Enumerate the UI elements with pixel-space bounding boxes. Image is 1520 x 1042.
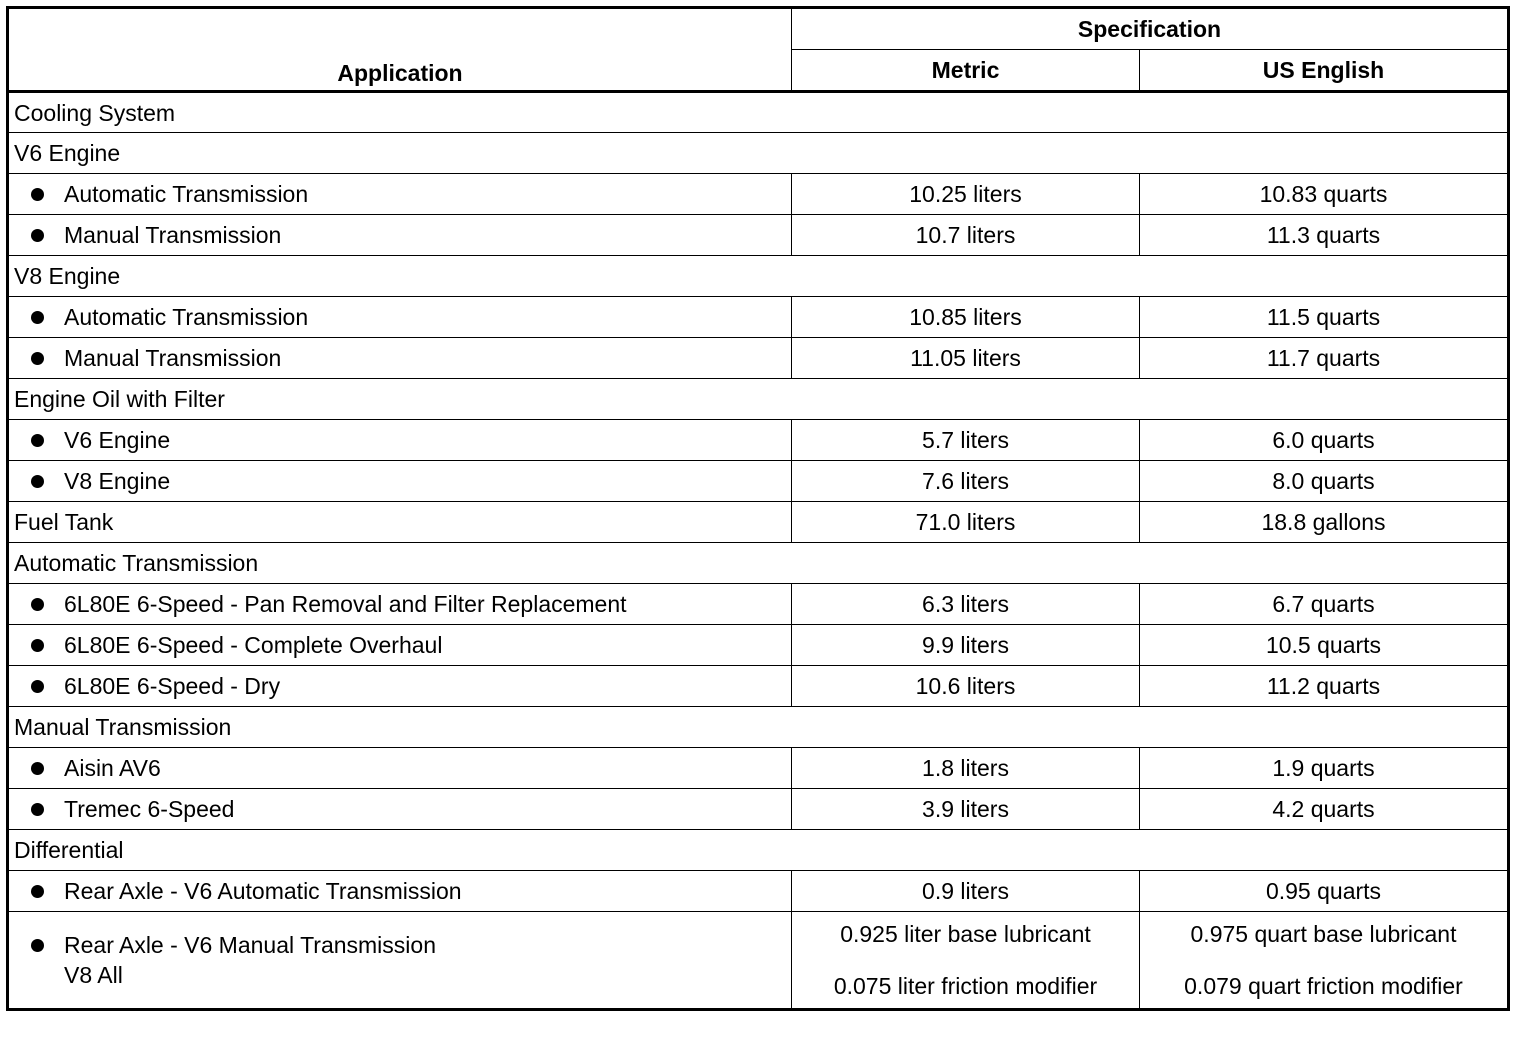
table-row-item bbox=[8, 338, 1509, 379]
bullet-icon bbox=[31, 188, 44, 201]
bullet-icon bbox=[31, 885, 44, 898]
application-label: 6L80E 6-Speed - Complete Overhaul bbox=[64, 632, 443, 658]
us-english-value: 18.8 gallons bbox=[1140, 502, 1509, 543]
table-row-group bbox=[8, 133, 1509, 174]
metric-value: 7.6 liters bbox=[792, 461, 1140, 502]
us-english-value: 11.2 quarts bbox=[1140, 666, 1509, 707]
fluid-capacities-table bbox=[6, 6, 1510, 1011]
metric-value: 10.6 liters bbox=[792, 666, 1140, 707]
us-english-value: 8.0 quarts bbox=[1140, 461, 1509, 502]
application-cell bbox=[8, 215, 792, 256]
metric-value: 0.9 liters bbox=[792, 871, 1140, 912]
application-cell bbox=[8, 871, 792, 912]
metric-value: 10.7 liters bbox=[792, 215, 1140, 256]
metric-header: Metric bbox=[792, 50, 1140, 92]
table-row-item bbox=[8, 297, 1509, 338]
application-cell bbox=[8, 502, 792, 543]
us-english-value: 6.7 quarts bbox=[1140, 584, 1509, 625]
metric-value: 5.7 liters bbox=[792, 420, 1140, 461]
table-row-group bbox=[8, 92, 1509, 133]
us-cell bbox=[1140, 912, 1509, 1010]
application-label: Aisin AV6 bbox=[64, 755, 161, 781]
table-row-item bbox=[8, 584, 1509, 625]
metric-value: 3.9 liters bbox=[792, 789, 1140, 830]
application-label: 6L80E 6-Speed - Pan Removal and Filter Replacement bbox=[64, 591, 627, 617]
table-row-item bbox=[8, 420, 1509, 461]
metric-value: 10.25 liters bbox=[792, 174, 1140, 215]
group-label: Cooling System bbox=[8, 92, 1509, 133]
application-label: V6 Engine bbox=[64, 427, 171, 453]
bullet-icon bbox=[31, 680, 44, 693]
application-label: Rear Axle - V6 Automatic Transmission bbox=[64, 878, 462, 904]
table-row-item bbox=[8, 461, 1509, 502]
metric-value-line2: 0.075 liter friction modifier bbox=[833, 973, 1098, 999]
application-cell bbox=[8, 789, 792, 830]
application-label: V8 Engine bbox=[64, 468, 171, 494]
table-row-item bbox=[8, 666, 1509, 707]
table-row-group bbox=[8, 256, 1509, 297]
table-row-group bbox=[8, 379, 1509, 420]
group-label: Automatic Transmission bbox=[8, 543, 1509, 584]
metric-value: 9.9 liters bbox=[792, 625, 1140, 666]
group-label: V8 Engine bbox=[8, 256, 1509, 297]
table-row-group bbox=[8, 707, 1509, 748]
table-row-item bbox=[8, 748, 1509, 789]
table-row-item bbox=[8, 871, 1509, 912]
application-label: Fuel Tank bbox=[14, 509, 114, 535]
metric-value: 10.85 liters bbox=[792, 297, 1140, 338]
application-cell bbox=[8, 174, 792, 215]
application-cell bbox=[8, 461, 792, 502]
group-label: Manual Transmission bbox=[8, 707, 1509, 748]
table-row-group bbox=[8, 502, 1509, 543]
application-label: Automatic Transmission bbox=[64, 304, 309, 330]
table-row-group bbox=[8, 830, 1509, 871]
specification-header: Specification bbox=[792, 8, 1509, 50]
application-cell bbox=[8, 584, 792, 625]
us-value-line1: 0.975 quart base lubricant bbox=[1190, 921, 1457, 947]
application-label: 6L80E 6-Speed - Dry bbox=[64, 673, 281, 699]
table-row-item bbox=[8, 174, 1509, 215]
bullet-icon bbox=[31, 762, 44, 775]
us-english-value: 0.95 quarts bbox=[1140, 871, 1509, 912]
application-cell bbox=[8, 625, 792, 666]
group-label: Engine Oil with Filter bbox=[8, 379, 1509, 420]
metric-value: 11.05 liters bbox=[792, 338, 1140, 379]
application-cell bbox=[8, 297, 792, 338]
us-english-value: 6.0 quarts bbox=[1140, 420, 1509, 461]
application-label: Tremec 6-Speed bbox=[64, 796, 235, 822]
us-value-line2: 0.079 quart friction modifier bbox=[1184, 973, 1463, 999]
us-english-value: 10.83 quarts bbox=[1140, 174, 1509, 215]
application-cell bbox=[8, 666, 792, 707]
application-cell bbox=[8, 420, 792, 461]
application-label-line2: V8 All bbox=[64, 962, 123, 988]
bullet-icon bbox=[31, 939, 44, 952]
metric-value: 1.8 liters bbox=[792, 748, 1140, 789]
table-row-item bbox=[8, 789, 1509, 830]
table-row-last bbox=[8, 912, 1509, 1010]
table-row-group bbox=[8, 543, 1509, 584]
bullet-icon bbox=[31, 311, 44, 324]
us-english-value: 10.5 quarts bbox=[1140, 625, 1509, 666]
application-cell bbox=[8, 912, 792, 1010]
group-label: Differential bbox=[8, 830, 1509, 871]
us-english-value: 11.5 quarts bbox=[1140, 297, 1509, 338]
bullet-icon bbox=[31, 434, 44, 447]
table-row-item bbox=[8, 215, 1509, 256]
application-header: Application bbox=[8, 8, 792, 92]
bullet-icon bbox=[31, 598, 44, 611]
application-cell bbox=[8, 748, 792, 789]
us-english-value: 11.7 quarts bbox=[1140, 338, 1509, 379]
table-body bbox=[8, 92, 1509, 1010]
metric-cell bbox=[792, 912, 1140, 1010]
us-english-header: US English bbox=[1140, 50, 1509, 92]
application-label: Manual Transmission bbox=[64, 222, 282, 248]
bullet-icon bbox=[31, 475, 44, 488]
table-row-item bbox=[8, 625, 1509, 666]
metric-value: 6.3 liters bbox=[792, 584, 1140, 625]
bullet-icon bbox=[31, 639, 44, 652]
bullet-icon bbox=[31, 803, 44, 816]
group-label: V6 Engine bbox=[8, 133, 1509, 174]
metric-value-line1: 0.925 liter base lubricant bbox=[840, 921, 1091, 947]
application-label: Manual Transmission bbox=[64, 345, 282, 371]
bullet-icon bbox=[31, 229, 44, 242]
application-cell bbox=[8, 338, 792, 379]
us-english-value: 1.9 quarts bbox=[1140, 748, 1509, 789]
metric-value: 71.0 liters bbox=[792, 502, 1140, 543]
us-english-value: 11.3 quarts bbox=[1140, 215, 1509, 256]
bullet-icon bbox=[31, 352, 44, 365]
application-label: Automatic Transmission bbox=[64, 181, 309, 207]
application-label: Rear Axle - V6 Manual Transmission bbox=[64, 932, 436, 958]
us-english-value: 4.2 quarts bbox=[1140, 789, 1509, 830]
